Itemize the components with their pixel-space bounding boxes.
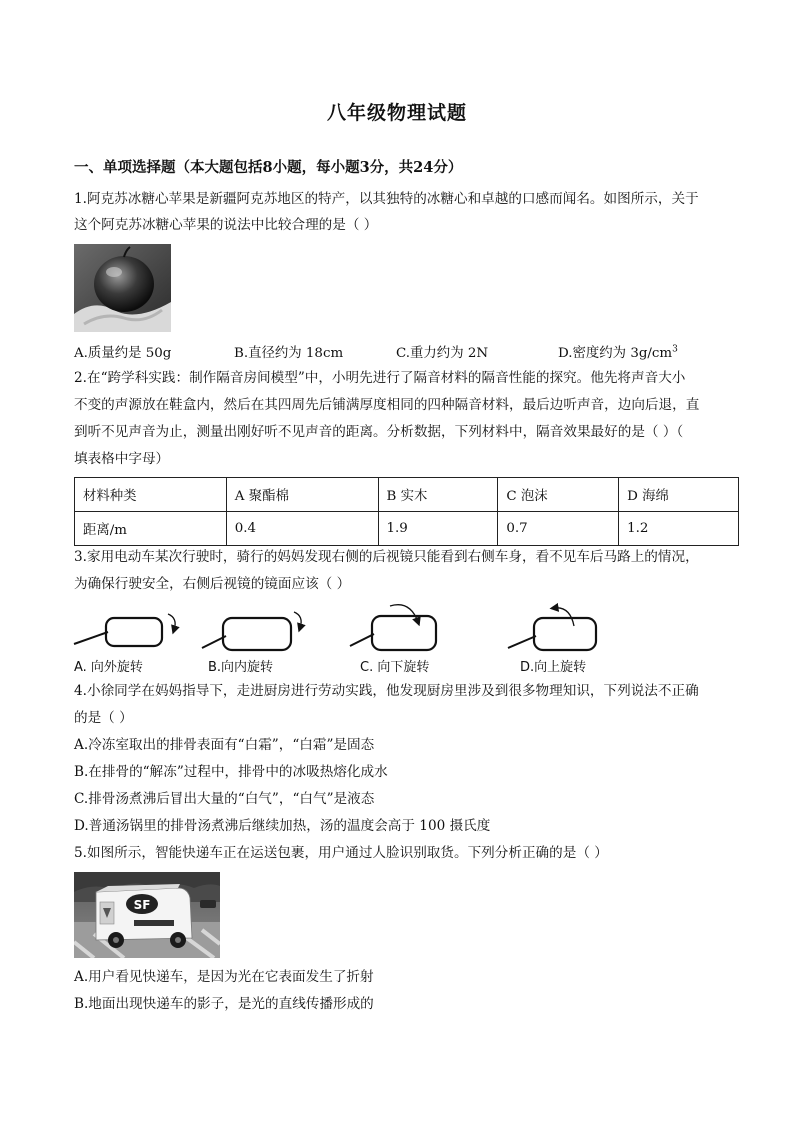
section-heading: 一、单项选择题（本大题包括8小题，每小题3分，共24分） [74, 159, 463, 176]
q4-option-a[interactable]: A.冷冻室取出的排骨表面有“白霜”，“白霜”是固态 [74, 737, 375, 753]
q1-option-c[interactable]: C.重力约为 2N [396, 346, 489, 361]
table-cell: C 泡沫 [498, 478, 619, 512]
q2-text-line: 填表格中字母） [74, 451, 170, 467]
material-table [74, 477, 739, 546]
q1-text-line: 这个阿克苏冰糖心苹果的说法中比较合理的是（ ） [74, 217, 378, 233]
q3-option-c[interactable]: C. 向下旋转 [360, 660, 430, 675]
table-cell: 1.9 [378, 512, 498, 546]
q1-text-line: 1.阿克苏冰糖心苹果是新疆阿克苏地区的特产，以其独特的冰糖心和卓越的口感而闻名。如图所示，关于 [74, 191, 699, 207]
q3-option-a[interactable]: A. 向外旋转 [74, 660, 143, 675]
q1-option-d-text: D.密度约为 3g/cm [558, 346, 673, 361]
table-cell: 材料种类 [75, 478, 227, 512]
q4-option-c[interactable]: C.排骨汤煮沸后冒出大量的“白气”，“白气”是液态 [74, 791, 375, 807]
mirror-figure-c [350, 605, 436, 650]
page-title: 八年级物理试题 [326, 102, 467, 124]
table-cell: 1.2 [619, 512, 739, 546]
table-cell: B 实木 [378, 478, 498, 512]
delivery-vehicle-photo [74, 872, 220, 958]
q2-text-line: 到听不见声音为止，测量出刚好听不见声音的距离。分析数据，下列材料中，隔音效果最好的是（ ）（ [74, 424, 684, 440]
q3-option-d[interactable]: D.向上旋转 [520, 660, 587, 675]
table-row [75, 478, 739, 512]
q4-option-d[interactable]: D.普通汤锅里的排骨汤煮沸后继续加热，汤的温度会高于 100 摄氏度 [74, 818, 491, 834]
q4-text-line: 4.小徐同学在妈妈指导下，走进厨房进行劳动实践，他发现厨房里涉及到很多物理知识，下列说法不正确 [74, 683, 699, 699]
q2-text-line: 2.在“跨学科实践：制作隔音房间模型”中，小明先进行了隔音材料的隔音性能的探究。他先将声音大小 [74, 370, 686, 386]
sf-logo: SF [133, 898, 151, 912]
q5-option-b[interactable]: B.地面出现快递车的影子，是光的直线传播形成的 [74, 996, 374, 1012]
mirror-figure-d [508, 608, 596, 650]
mirror-figure-a [74, 614, 175, 646]
q1-option-b[interactable]: B.直径约为 18cm [234, 346, 344, 361]
q5-text-line: 5.如图所示，智能快递车正在运送包裹，用户通过人脸识别取货。下列分析正确的是（ ） [74, 845, 608, 861]
q5-option-a[interactable]: A.用户看见快递车，是因为光在它表面发生了折射 [74, 969, 374, 985]
q3-text-line: 为确保行驶安全，右侧后视镜的镜面应该（ ） [74, 576, 351, 592]
q3-option-b[interactable]: B.向内旋转 [208, 660, 274, 675]
table-cell: 距离/m [75, 512, 227, 546]
table-cell: 0.4 [226, 512, 378, 546]
q3-text-line: 3.家用电动车某次行驶时，骑行的妈妈发现右侧的后视镜只能看到右侧车身，看不见车后马路上的情况， [74, 549, 699, 565]
q1-option-d[interactable]: D.密度约为 $3g/cm^3$ [558, 344, 678, 361]
q4-option-b[interactable]: B.在排骨的“解冻”过程中，排骨中的冰吸热熔化成水 [74, 764, 388, 780]
table-cell: D 海绵 [619, 478, 739, 512]
table-cell: A 聚酯棉 [226, 478, 378, 512]
mirror-rotation-figures [70, 600, 630, 658]
mirror-figure-b [202, 612, 301, 650]
apple-photo [74, 244, 171, 332]
q4-text-line: 的是（ ） [74, 710, 133, 726]
table-row [75, 512, 739, 546]
q2-text-line: 不变的声源放在鞋盒内，然后在其四周先后铺满厚度相同的四种隔音材料，最后边听声音，边向后退，直 [74, 397, 700, 413]
q1-option-a[interactable]: A.质量约是 50g [74, 346, 172, 361]
table-cell: 0.7 [498, 512, 619, 546]
